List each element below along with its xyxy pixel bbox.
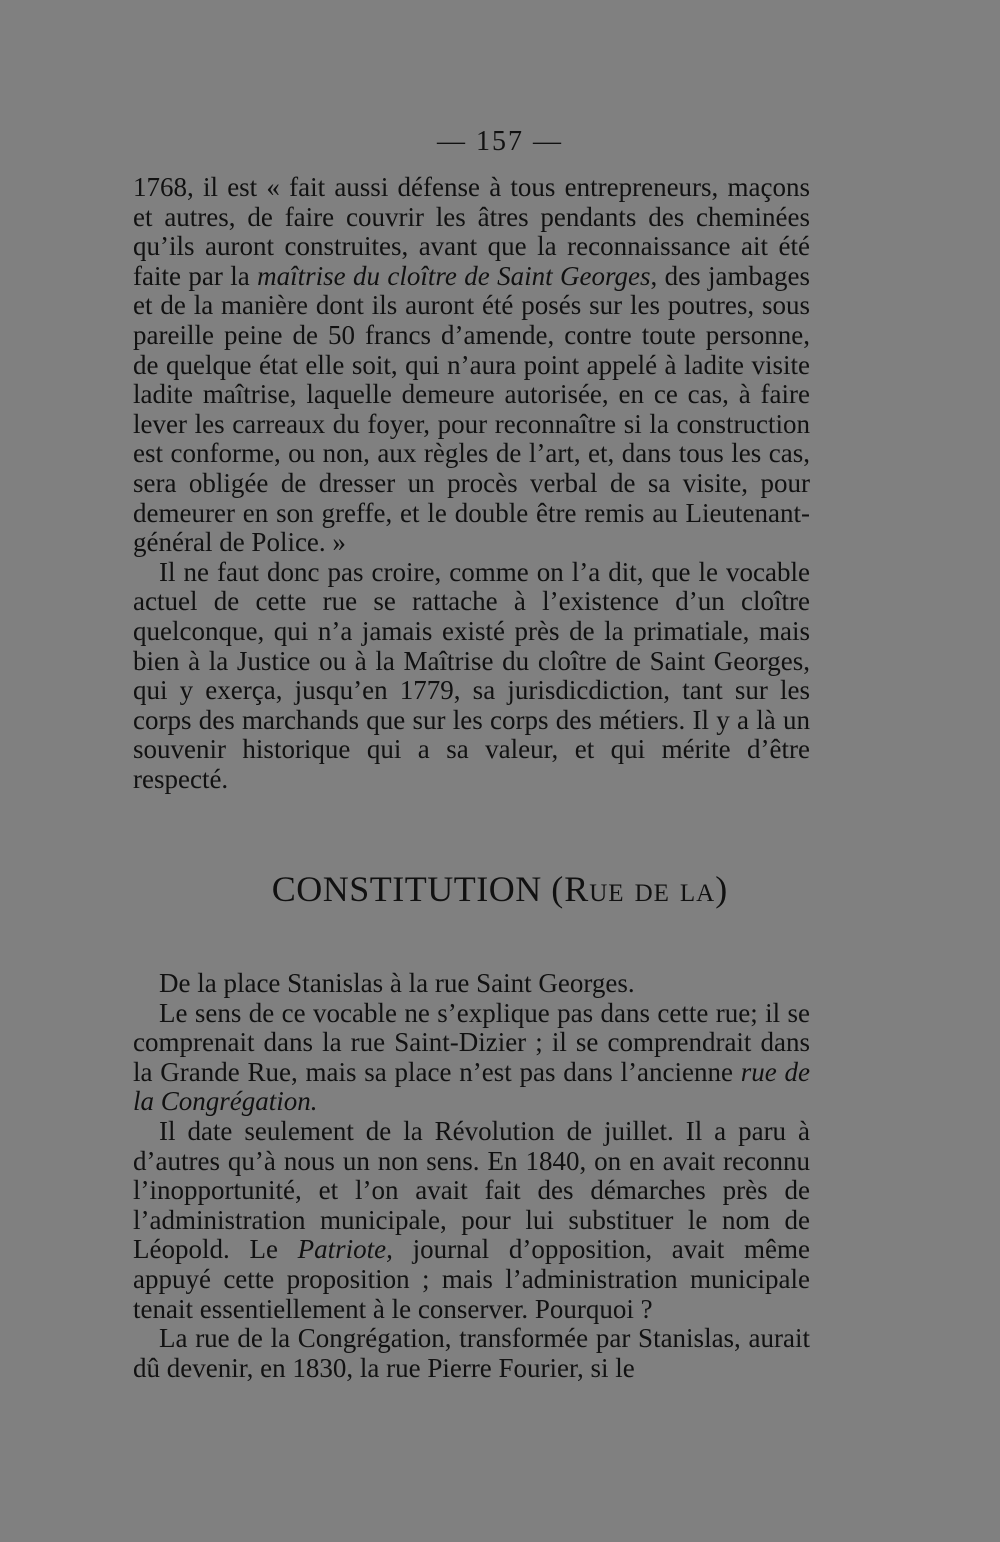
italic-text-run: Patriote, bbox=[297, 1234, 393, 1265]
paragraph bbox=[133, 1324, 810, 1383]
page-number: — 157 — bbox=[437, 126, 563, 157]
paragraph bbox=[133, 999, 810, 1117]
section-heading bbox=[0, 868, 1000, 910]
section-body-text bbox=[133, 969, 810, 1383]
section-heading-main: CONSTITUTION bbox=[271, 869, 542, 909]
text-run: Il date seulement de la Révolution de juillet. Il a paru à d’autres qu’à nous un non sens. En 1840, on en avait reconnu l’inopportunité, et l’on avait fait des démarches près de l’administration municipale, pour lui substituer le nom de Léopold. Le bbox=[133, 1115, 810, 1265]
paragraph bbox=[133, 1117, 810, 1324]
text-run: journal d’opposition, avait même appuyé cette proposition ; mais l’administration municipale tenait essentiellement à le conserver. Pourquoi ? bbox=[133, 1234, 810, 1324]
paragraph bbox=[133, 969, 810, 999]
text-run: Le sens de ce vocable ne s’explique pas dans cette rue; il se comprenait dans la rue Saint-Dizier ; il se comprendrait dans la Grande Rue, mais sa place n’est pas dans l’ancienne bbox=[133, 997, 810, 1087]
italic-text-run: rue de la Congrégation. bbox=[133, 1056, 810, 1117]
text-run: De la place Stanislas à la rue Saint Georges. bbox=[159, 968, 635, 998]
text-run: La rue de la Congrégation, transformée par Stanislas, aurait dû devenir, en 1830, la rue Pierre Fourier, si le bbox=[133, 1323, 810, 1383]
continuation-text bbox=[133, 173, 810, 794]
paragraph bbox=[133, 558, 810, 795]
section-heading-sub: (Rue de la) bbox=[551, 869, 729, 909]
text-run: Il ne faut donc pas croire, comme on l’a dit, que le vocable actuel de cette rue se rattache à l’existence d’un cloître quelconque, qui n’a jamais existé près de la primatiale, mais bien à la Justice ou à la Maîtrise du cloître de Saint Georges, qui y exerça, jusqu’en 1779, sa jurisdicdiction, tant sur les corps des marchands que sur les corps des métiers. Il y a là un souvenir historique qui a sa valeur, et qui mérite d’être respecté. bbox=[133, 556, 810, 794]
text-run: , des jambages et de la manière dont ils auront été posés sur les poutres, sous pareille peine de 50 francs d’amende, contre toute personne, de quelque état elle soit, qui n’aura point appelé à ladite visite ladite maîtrise, laquelle demeure autorisée, en ce cas, à faire lever les carreaux du foyer, pour reconnaître si la construction est conforme, ou non, aux règles de l’art, et, dans tous les cas, sera obligée de dresser un procès verbal de sa visite, pour demeurer en son greffe, et le double être remis au Lieutenant-général de Police. » bbox=[133, 260, 810, 558]
text-run: 1768, il est « fait aussi défense à tous entrepreneurs, maçons et autres, de faire couvrir les âtres pendants des cheminées qu’ils auront construites, avant que la reconnaissance ait été faite par la bbox=[133, 172, 810, 291]
paragraph bbox=[133, 173, 810, 558]
italic-text-run: maîtrise du cloître de Saint Georges bbox=[257, 260, 651, 291]
